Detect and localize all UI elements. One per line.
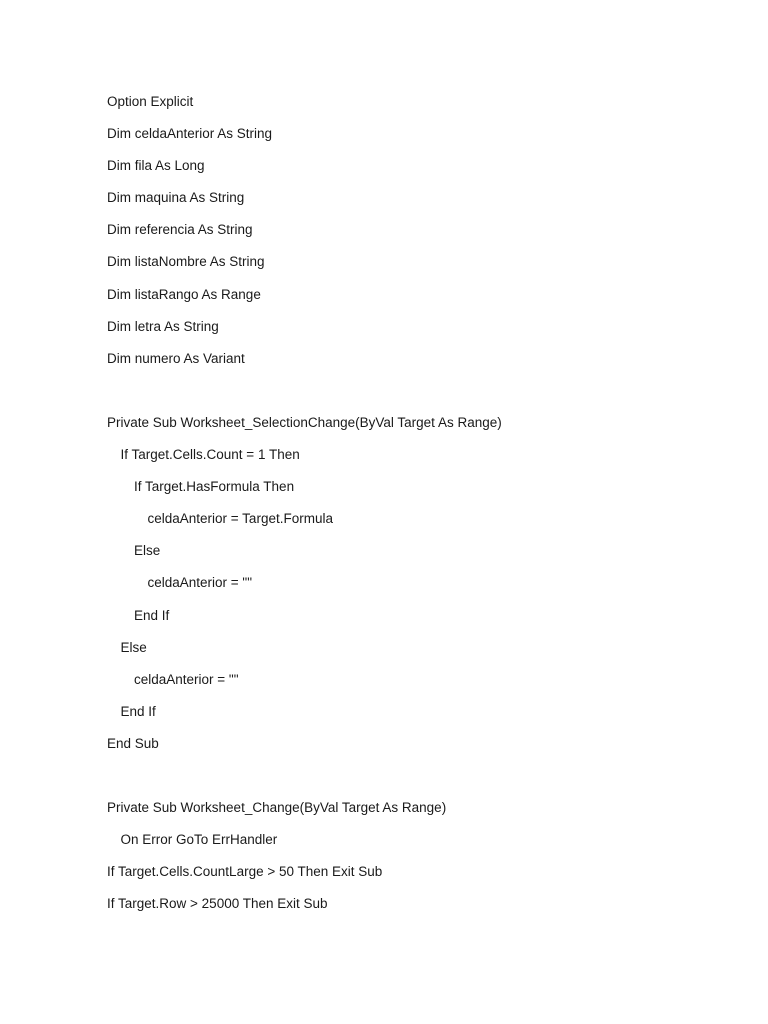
code-line: End Sub <box>107 735 159 751</box>
code-line: If Target.Row > 25000 Then Exit Sub <box>107 896 328 912</box>
code-line: celdaAnterior = "" <box>134 671 239 687</box>
code-line: If Target.Cells.CountLarge > 50 Then Exit Sub <box>107 864 383 880</box>
code-line: Else <box>134 543 161 559</box>
code-line: celdaAnterior = "" <box>147 575 253 591</box>
code-line: If Target.HasFormula Then <box>134 479 295 495</box>
code-line: End If <box>134 607 170 623</box>
blank-line <box>107 766 502 798</box>
code-line: Dim fila As Long <box>107 158 205 174</box>
code-line: If Target.Cells.Count = 1 Then <box>120 447 300 463</box>
code-line: Private Sub Worksheet_SelectionChange(ByVal Target As Range) <box>107 414 502 430</box>
code-line: Dim celdaAnterior As String <box>107 126 273 142</box>
code-line: On Error GoTo ErrHandler <box>120 832 278 848</box>
code-line: Dim letra As String <box>107 318 219 334</box>
code-line: Dim listaRango As Range <box>107 286 261 302</box>
code-line: Dim listaNombre As String <box>107 254 265 270</box>
code-listing <box>107 92 502 926</box>
code-line: End If <box>120 703 156 719</box>
code-line: Private Sub Worksheet_Change(ByVal Target As Range) <box>107 800 447 816</box>
code-line: Dim numero As Variant <box>107 350 245 366</box>
blank-line <box>107 381 502 413</box>
code-line: Dim maquina As String <box>107 190 245 206</box>
code-line: Option Explicit <box>107 94 194 109</box>
code-line: celdaAnterior = Target.Formula <box>147 511 333 527</box>
code-line: Else <box>120 639 147 655</box>
code-line: Dim referencia As String <box>107 222 253 238</box>
